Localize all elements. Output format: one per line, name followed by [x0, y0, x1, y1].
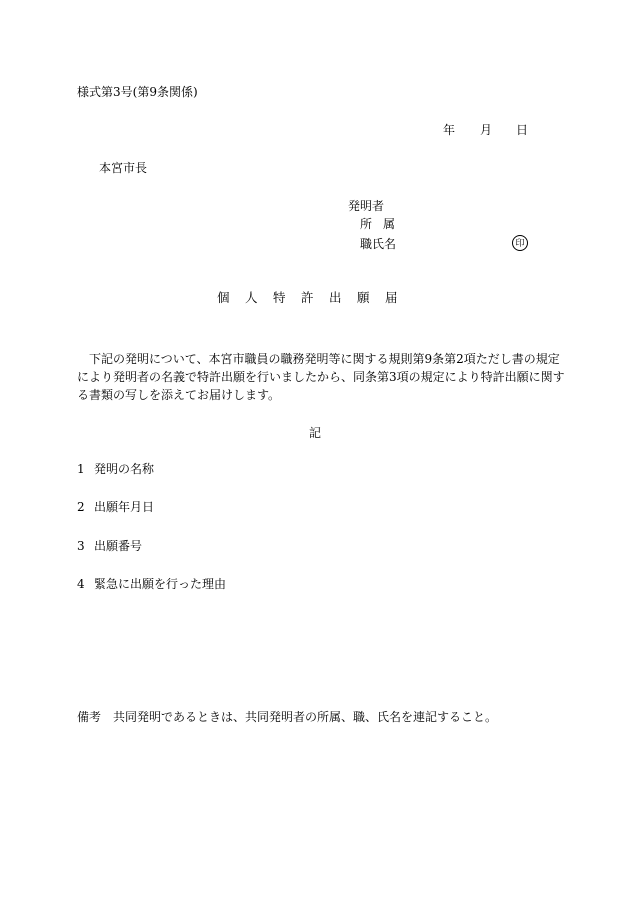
body-line-2: により発明者の名義で特許出願を行いましたから、同条第3項の規定により特許出願に関す — [77, 370, 565, 384]
item-number: 4 — [77, 577, 85, 591]
title-name-label: 職氏名 — [360, 237, 397, 251]
seal-icon: 印 — [512, 235, 528, 251]
affiliation-label: 所属 — [360, 217, 407, 231]
remarks-text: 共同発明であるときは、共同発明者の所属、職、氏名を連記すること。 — [113, 710, 498, 724]
date-year-label: 年 — [443, 123, 456, 137]
list-item — [77, 463, 154, 475]
item-number: 3 — [77, 539, 85, 553]
ki-heading: 記 — [308, 426, 321, 440]
list-item — [77, 578, 226, 590]
list-item — [77, 501, 154, 513]
body-paragraph — [77, 350, 565, 404]
form-number: 様式第3号(第9条関係) — [77, 85, 198, 99]
document-title: 個人特許出願届 — [216, 290, 413, 305]
addressee: 本宮市長 — [99, 161, 148, 175]
item-label: 緊急に出願を行った理由 — [94, 577, 227, 591]
body-line-3: る書類の写しを添えてお届けします。 — [77, 388, 281, 402]
body-line-1: 下記の発明について、本宮市職員の職務発明等に関する規則第9条第2項ただし書の規定 — [77, 352, 560, 366]
item-label: 出願年月日 — [94, 500, 155, 514]
item-number: 2 — [77, 500, 85, 514]
date-month-label: 月 — [480, 123, 493, 137]
item-label: 出願番号 — [94, 539, 143, 553]
remarks-note — [77, 711, 497, 723]
remarks-heading: 備考 — [77, 710, 102, 724]
item-number: 1 — [77, 462, 85, 476]
item-label: 発明の名称 — [94, 462, 155, 476]
inventor-label: 発明者 — [348, 199, 385, 213]
list-item — [77, 540, 142, 552]
date-day-label: 日 — [516, 123, 529, 137]
